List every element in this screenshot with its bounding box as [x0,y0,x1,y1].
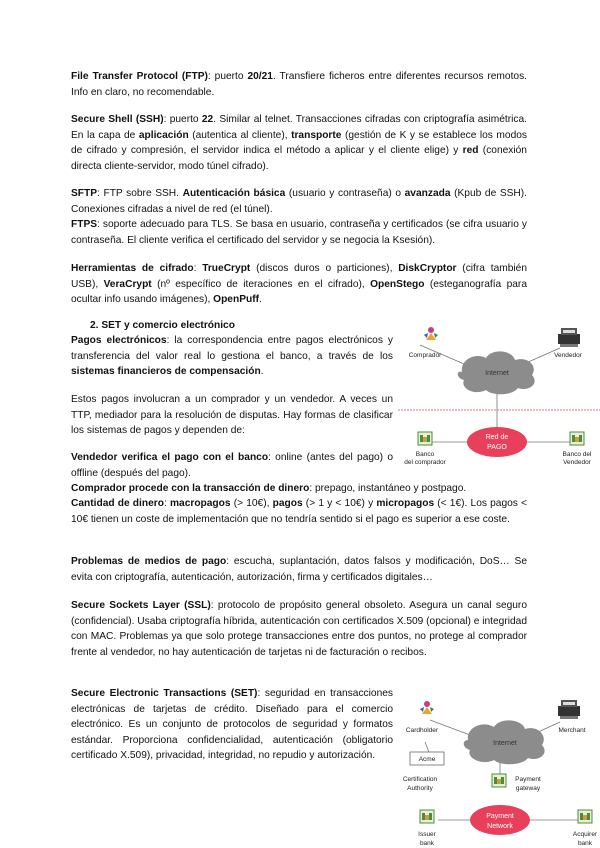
diagram-pagos [398,327,600,466]
cardholder-icon [420,701,434,714]
acquirer-label2: bank [577,840,593,847]
internet-label-2: Internet [493,740,517,747]
red-pago-label1: Red de [485,434,509,441]
red-pago-label2: PAGO [487,444,507,451]
gateway-label1: Payment [515,776,541,783]
paragraph-ftp: File Transfer Protocol (FTP): puerto 20/21. Transfiere ficheros entre diferentes recursos remotos. Info en claro, no recomendable. [71,71,527,98]
paragraph-ssl: Secure Sockets Layer (SSL): protocolo de propósito general obsoleto. Asegura un canal seguro (confidencial). Usaba criptografía híbrida, autenticación con certificados X.509 (opcional) e integridad con MAC. Problemas ya que solo protege transacciones entre dos puntos, no protege al comprador frente al vendedor, no hay autenticación de tarjetas ni de facturación o recibos. [71,600,527,658]
paragraph-cantidad: Cantidad de dinero: macropagos (> 10€), pagos (> 1 y < 10€) y micropagos (< 1€). Los pagos < 10€ tienen un coste de implementación que no tendría sentido si el pago es superior a ese coste. [71,498,528,525]
vendedor-label: Vendedor [554,352,582,359]
gateway-label2: gateway [515,785,541,792]
payment-network-label1: Payment [486,813,514,820]
banco-vendedor-label2: Vendedor [563,459,591,466]
comprador-icon [424,327,438,340]
banco-comprador-icon [418,432,432,445]
banco-comprador-label2: del comprador [404,459,446,466]
paragraph-pagos: Pagos electrónicos: la correspondencia entre pagos electrónicos y transferencia del valor real lo gestiona el banco, a través de los sistemas financieros de compensación. [71,335,393,377]
section-heading: 2. SET y comercio electrónico [90,320,235,331]
ca-label2: Authority [407,785,433,792]
red-pago-ellipse [467,427,527,457]
paragraph-set: Secure Electronic Transactions (SET): seguridad en transacciones electrónicas de tarjetas de crédito. Diseñado para el comercio electrónico. Es un conjunto de protocolos de seguridad y formatos estándar. Proporciona confidencialidad, autenticación (obligatorio certificado X.509), privacidad, integridad, no repudio y autorización. [71,688,393,761]
paragraph-vendedor: Vendedor verifica el pago con el banco: online (antes del pago) o offline (después del pago). [71,452,393,479]
ca-acme-label: Acme [418,756,436,763]
merchant-icon [558,700,580,719]
comprador-label: Comprador [408,352,442,359]
diagram-set [403,700,598,847]
acquirer-icon [578,810,592,823]
payment-network-label2: Network [487,823,513,830]
paragraph-problemas: Problemas de medios de pago: escucha, suplantación, datos falsos y modificación, DoS… Se evita con criptografía, autenticación, autorización, firma y certificados digitales… [71,556,527,583]
paragraph-sftp: SFTP: FTP sobre SSH. Autenticación básica (usuario y contraseña) o avanzada (Kpub de SSH). Conexiones cifradas a nivel de red (el túnel). [71,188,527,215]
issuer-label2: bank [419,840,435,847]
issuer-icon [420,810,434,823]
ca-label1: Certification [402,776,438,783]
acquirer-label1: Acquirer [572,831,598,838]
cardholder-label: Cardholder [405,727,439,734]
paragraph-comprador: Comprador procede con la transacción de dinero: prepago, instantáneo y postpago. [71,483,467,494]
banco-comprador-label1: Banco [415,451,435,458]
paragraph-intermediario: Estos pagos involucran a un comprador y un vendedor. A veces un TTP, mediador para la resolución de disputas. Hay formas de clasificar los sistemas de pagos y dependen de: [71,394,393,436]
issuer-label1: Issuer [418,831,436,838]
vendedor-icon [558,328,580,347]
paragraph-ssh: Secure Shell (SSH): puerto 22. Similar al telnet. Transacciones cifradas con criptografía asimétrica. En la capa de aplicación (autentica al cliente), transporte (gestión de K y se establece los modos de cifrado y compresión, el servidor indica el método a aplicar y el cliente elige) y red (conexión directa cliente-servidor, modo túnel cifrado). [71,114,528,172]
merchant-label: Merchant [558,727,586,734]
banco-vendedor-icon [570,432,584,445]
paragraph-tools: Herramientas de cifrado: TrueCrypt (discos duros o particiones), DiskCryptor (cifra también USB), VeraCrypt (nº específico de iteraciones en el cifrado), OpenStego (esteganografía para ocultar info usando imágenes), OpenPuff. [71,263,527,305]
paragraph-ftps: FTPS: soporte adecuado para TLS. Se basa en usuario, contraseña y certificados (se cifra usuario y contraseña. El cliente verifica el certificado del servidor y se negocia la Ksesión). [71,219,527,246]
payment-network-ellipse [470,805,530,835]
gateway-icon [492,774,506,787]
internet-label: Internet [485,370,509,377]
banco-vendedor-label1: Banco del [562,451,592,458]
